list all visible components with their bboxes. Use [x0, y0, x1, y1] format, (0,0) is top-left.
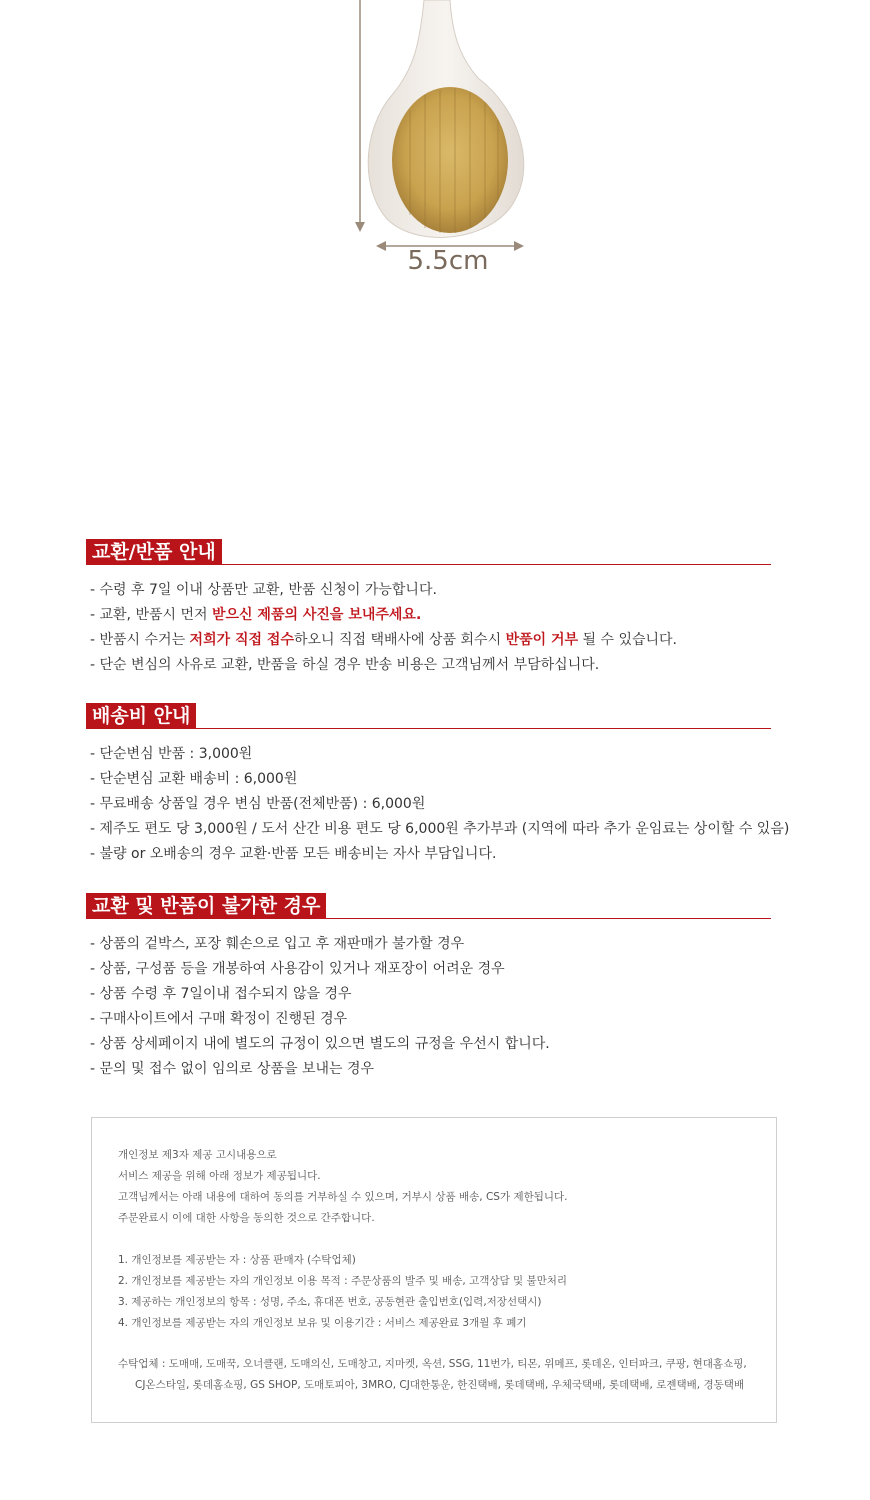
privacy-item: 3. 제공하는 개인정보의 항목 : 성명, 주소, 휴대폰 번호, 공동현관 출입번호(입력,저장선택시) — [118, 1296, 542, 1308]
section-divider — [86, 918, 771, 919]
list-item: - 상품 수령 후 7일이내 접수되지 않을 경우 — [90, 986, 352, 1002]
privacy-intro-line: 고객님께서는 아래 내용에 대하여 동의를 거부하실 수 있으며, 거부시 상품 배송, CS가 제한됩니다. — [118, 1191, 568, 1203]
list-item: - 상품, 구성품 등을 개봉하여 사용감이 있거나 재포장이 어려운 경우 — [90, 961, 505, 977]
list-item: - 단순변심 반품 : 3,000원 — [90, 746, 253, 762]
list-item: - 수령 후 7일 이내 상품만 교환, 반품 신청이 가능합니다. — [90, 582, 437, 598]
exchange-title: 교환/반품 안내 — [86, 539, 222, 565]
list-item: - 불량 or 오배송의 경우 교환·반품 모든 배송비는 자사 부담입니다. — [90, 846, 497, 862]
privacy-vendors: CJ온스타일, 롯데홈쇼핑, GS SHOP, 도매토피아, 3MRO, CJ대한통운, 한진택배, 롯데택배, 우체국택배, 롯데택배, 로젠택배, 경동택배 — [135, 1379, 745, 1391]
privacy-item: 2. 개인정보를 제공받는 자의 개인정보 이용 목적 : 주문상품의 발주 및 배송, 고객상담 및 불만처리 — [118, 1275, 568, 1287]
privacy-item: 4. 개인정보를 제공받는 자의 개인정보 보유 및 이용기간 : 서비스 제공완료 3개월 후 폐기 — [118, 1317, 527, 1329]
not-allowed-list — [90, 932, 550, 1082]
list-item: - 교환, 반품시 먼저 받으신 제품의 사진을 보내주세요. — [90, 607, 422, 623]
list-item: - 무료배송 상품일 경우 변심 반품(전체반품) : 6,000원 — [90, 796, 426, 812]
highlight-text: 반품이 거부 — [505, 632, 579, 648]
list-item: - 단순 변심의 사유로 교환, 반품을 하실 경우 반송 비용은 고객님께서 부담하십니다. — [90, 657, 600, 673]
exchange-list — [90, 578, 677, 678]
privacy-vendors: 수탁업체 : 도매매, 도매꾹, 오너클랜, 도매의신, 도매창고, 지마켓, 옥션, SSG, 11번가, 티몬, 위메프, 롯데온, 인터파크, 쿠팡, 현대홈쇼핑, — [118, 1358, 747, 1370]
list-item: - 문의 및 접수 없이 임의로 상품을 보내는 경우 — [90, 1061, 375, 1077]
list-item: - 제주도 편도 당 3,000원 / 도서 산간 비용 편도 당 6,000원 추가부과 (지역에 따라 추가 운임료는 상이할 수 있음) — [90, 821, 790, 837]
section-divider — [86, 564, 771, 565]
section-divider — [86, 728, 771, 729]
not-allowed-title: 교환 및 반품이 불가한 경우 — [86, 893, 326, 919]
highlight-text: 저희가 직접 접수 — [189, 632, 294, 648]
shipping-title: 배송비 안내 — [86, 703, 196, 729]
list-item: - 반품시 수거는 저희가 직접 접수하오니 직접 택배사에 상품 회수시 반품이 거부 될 수 있습니다. — [90, 632, 678, 648]
list-item: - 상품의 겉박스, 포장 훼손으로 입고 후 재판매가 불가할 경우 — [90, 936, 465, 952]
shipping-list — [90, 742, 789, 867]
privacy-notice-box — [91, 1117, 777, 1423]
privacy-intro-line: 주문완료시 이에 대한 사항을 동의한 것으로 간주합니다. — [118, 1212, 375, 1224]
highlight-text: 받으신 제품의 사진을 보내주세요. — [211, 607, 422, 623]
privacy-intro-line: 서비스 제공을 위해 아래 정보가 제공됩니다. — [118, 1170, 321, 1182]
dimension-label: 5.5cm — [407, 246, 489, 276]
list-item: - 구매사이트에서 구매 확정이 진행된 경우 — [90, 1011, 348, 1027]
product-image — [0, 0, 870, 300]
list-item: - 단순변심 교환 배송비 : 6,000원 — [90, 771, 298, 787]
privacy-item: 1. 개인정보를 제공받는 자 : 상품 판매자 (수탁업체) — [118, 1254, 356, 1266]
privacy-intro-line: 개인정보 제3자 제공 고시내용으로 — [118, 1149, 277, 1161]
list-item: - 상품 상세페이지 내에 별도의 규정이 있으면 별도의 규정을 우선시 합니다. — [90, 1036, 550, 1052]
